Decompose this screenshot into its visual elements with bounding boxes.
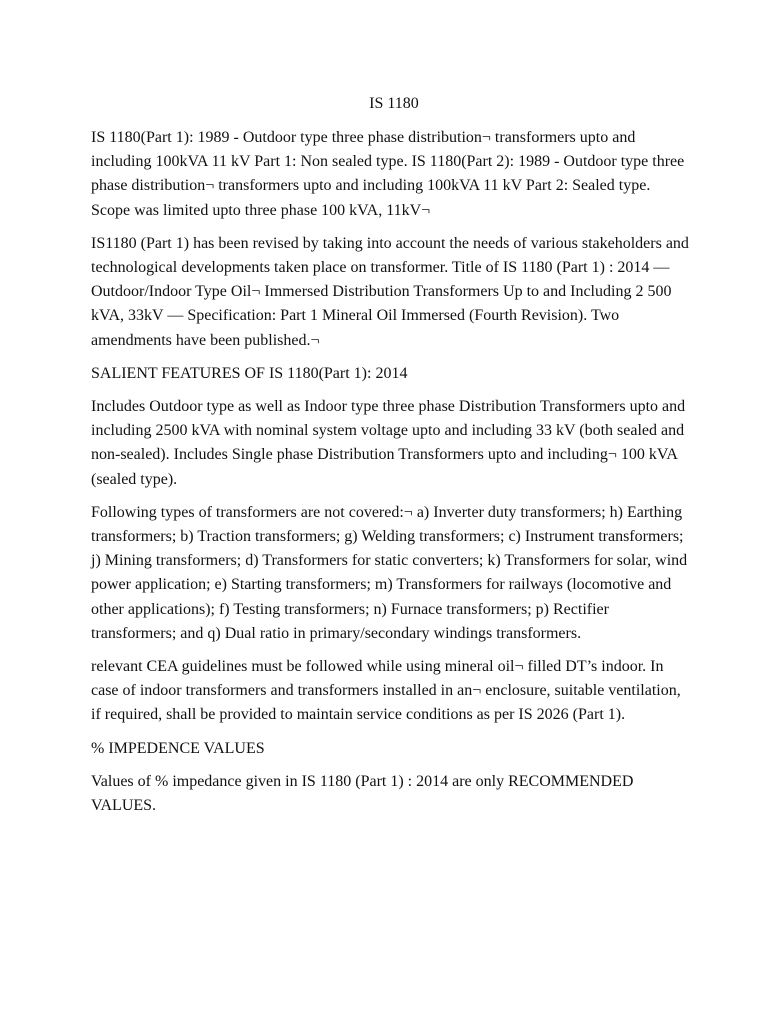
- paragraph-not-covered: Following types of transformers are not covered:¬ a) Inverter duty transformers; h) Earthing transformers; b) Traction transformers; g) Welding transformers; c) Instrument transformers; j) Mining transformers; d) Transformers for static converters; k) Transformers for solar, wind power application; e) Starting transformers; m) Transformers for railways (locomotive and other applications); f) Testing transformers; n) Furnace transformers; p) Rectifier transformers; and q) Dual ratio in primary/secondary windings transformers.: [91, 503, 688, 642]
- paragraph-cea-guidelines: relevant CEA guidelines must be followed while using mineral oil¬ filled DT’s indoor. In case of indoor transformers and transformers installed in an¬ enclosure, suitable ventilation, if required, shall be provided to maintain service conditions as per IS 2026 (Part 1).: [91, 658, 681, 724]
- heading-impedance-values: % IMPEDENCE VALUES: [91, 739, 265, 757]
- paragraph-scope: Includes Outdoor type as well as Indoor type three phase Distribution Transformers upto and including 2500 kVA with nominal system voltage upto and including 33 kV (both sealed and non-sealed). Includes Single phase Distribution Transformers upto and including¬ 100 kVA (sealed type).: [91, 398, 686, 488]
- document-page: [91, 92, 691, 827]
- paragraph-history: IS 1180(Part 1): 1989 - Outdoor type three phase distribution¬ transformers upto and including 100kVA 11 kV Part 1: Non sealed type. IS 1180(Part 2): 1989 - Outdoor type three phase distribution¬ transformers upto and including 100kVA 11 kV Part 2: Sealed type. Scope was limited upto three phase 100 kVA, 11kV¬: [91, 129, 685, 219]
- paragraph-revision: IS1180 (Part 1) has been revised by taking into account the needs of various stakeholders and technological developments taken place on transformer. Title of IS 1180 (Part 1) : 2014 — Outdoor/Indoor Type Oil¬ Immersed Distribution Transformers Up to and Including 2 500 kVA, 33kV — Specification: Part 1 Mineral Oil Immersed (Fourth Revision). Two amendments have been published.¬: [91, 234, 689, 349]
- paragraph-impedance: Values of % impedance given in IS 1180 (Part 1) : 2014 are only RECOMMENDED VALUES.: [91, 772, 634, 815]
- heading-salient-features: SALIENT FEATURES OF IS 1180(Part 1): 2014: [91, 364, 408, 382]
- document-title: IS 1180: [369, 95, 419, 112]
